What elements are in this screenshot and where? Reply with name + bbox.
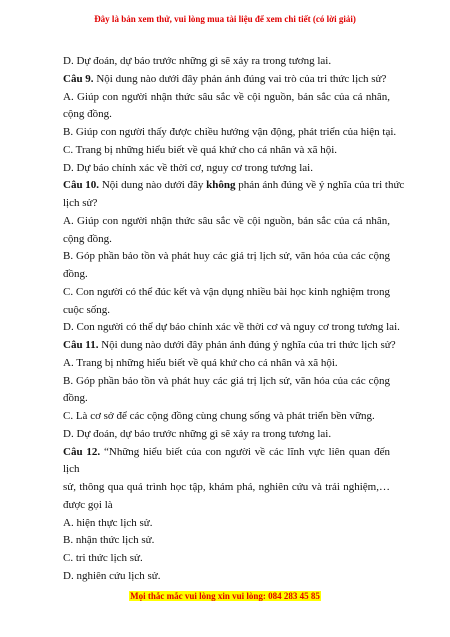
question-stem: Nội dung nào dưới đây phản ánh đúng vai trò của tri thức lịch sử?	[93, 72, 387, 85]
question-10-cont: lịch sử?	[63, 197, 98, 209]
question-12-cont-2: được gọi là	[63, 498, 113, 511]
question-number: Câu 11.	[63, 339, 99, 351]
question-stem-rest: phản ánh đúng về ý nghĩa của tri thức	[235, 179, 405, 192]
question-number: Câu 12.	[63, 445, 101, 458]
q10-option-a-cont: cộng đồng.	[63, 232, 112, 245]
q10-option-b-cont: đồng.	[63, 268, 88, 280]
question-emphasis: không	[206, 179, 236, 192]
question-12	[63, 444, 390, 480]
q9-option-d: D. Dự báo chính xác về thời cơ, nguy cơ trong tương lai.	[63, 161, 313, 174]
preview-notice: Đây là bản xem thử, vui lòng mua tài liệu để xem chi tiết (có lời giải)	[94, 14, 356, 24]
question-12-cont: sử, thông qua quá trình học tập, khám phá, nghiên cứu và trải nghiệm,…	[63, 481, 390, 493]
question-stem: “Những hiểu biết của con người về các lĩnh vực liên quan đến lịch	[63, 445, 391, 476]
question-11	[63, 337, 396, 355]
question-stem: Nội dung nào dưới đây phản ánh đúng ý nghĩa của tri thức lịch sử?	[98, 339, 396, 351]
q11-option-a: A. Trang bị những hiểu biết về quá khứ cho cá nhân và xã hội.	[63, 356, 338, 369]
q10-option-c-cont: cuộc sống.	[63, 303, 111, 316]
q9-option-c: C. Trang bị những hiểu biết về quá khứ cho cá nhân và xã hội.	[63, 143, 338, 156]
q11-option-d: D. Dự đoán, dự báo trước những gì sẽ xảy ra trong tương lai.	[63, 427, 332, 440]
q10-option-b: B. Góp phần bảo tồn và phát huy các giá trị lịch sử, văn hóa của các cộng	[63, 250, 390, 263]
contact-notice	[0, 590, 450, 602]
q10-option-d: D. Con người có thể dự báo chính xác về thời cơ và nguy cơ trong tương lai.	[63, 321, 400, 334]
question-10	[63, 177, 405, 195]
q8-option-d: D. Dự đoán, dự báo trước những gì sẽ xảy ra trong tương lai.	[63, 55, 332, 67]
question-9	[63, 71, 390, 89]
q12-option-b: B. nhận thức lịch sử.	[63, 534, 155, 547]
q12-option-d: D. nghiên cứu lịch sử.	[63, 569, 161, 582]
q10-option-c: C. Con người có thể đúc kết và vận dụng nhiều bài học kinh nghiệm trong	[63, 285, 390, 298]
question-number: Câu 9.	[63, 72, 94, 85]
q12-option-a: A. hiện thực lịch sử.	[63, 516, 153, 529]
q11-option-b: B. Góp phần bảo tồn và phát huy các giá trị lịch sử, văn hóa của các cộng	[63, 374, 390, 387]
question-stem: Nội dung nào dưới đây	[99, 179, 207, 192]
q12-option-c: C. tri thức lịch sử.	[63, 552, 143, 564]
q9-option-a-cont: cộng đồng.	[63, 108, 112, 121]
q11-option-b-cont: đồng.	[63, 392, 88, 405]
q10-option-a: A. Giúp con người nhận thức sâu sắc về cội nguồn, bản sắc của cá nhân,	[63, 214, 390, 227]
contact-notice-text: Mọi thắc mắc vui lòng xin vui lòng: 084 283 45 85	[130, 591, 320, 601]
question-number: Câu 10.	[63, 179, 100, 192]
q9-option-a: A. Giúp con người nhận thức sâu sắc về cội nguồn, bản sắc của cá nhân,	[63, 90, 390, 103]
document-body	[63, 53, 405, 586]
q9-option-b: B. Giúp con người thấy được chiều hướng vận động, phát triển của hiện tại.	[63, 126, 397, 138]
q11-option-c: C. Là cơ sở để các cộng đồng cùng chung sống và phát triển bền vững.	[63, 410, 375, 422]
